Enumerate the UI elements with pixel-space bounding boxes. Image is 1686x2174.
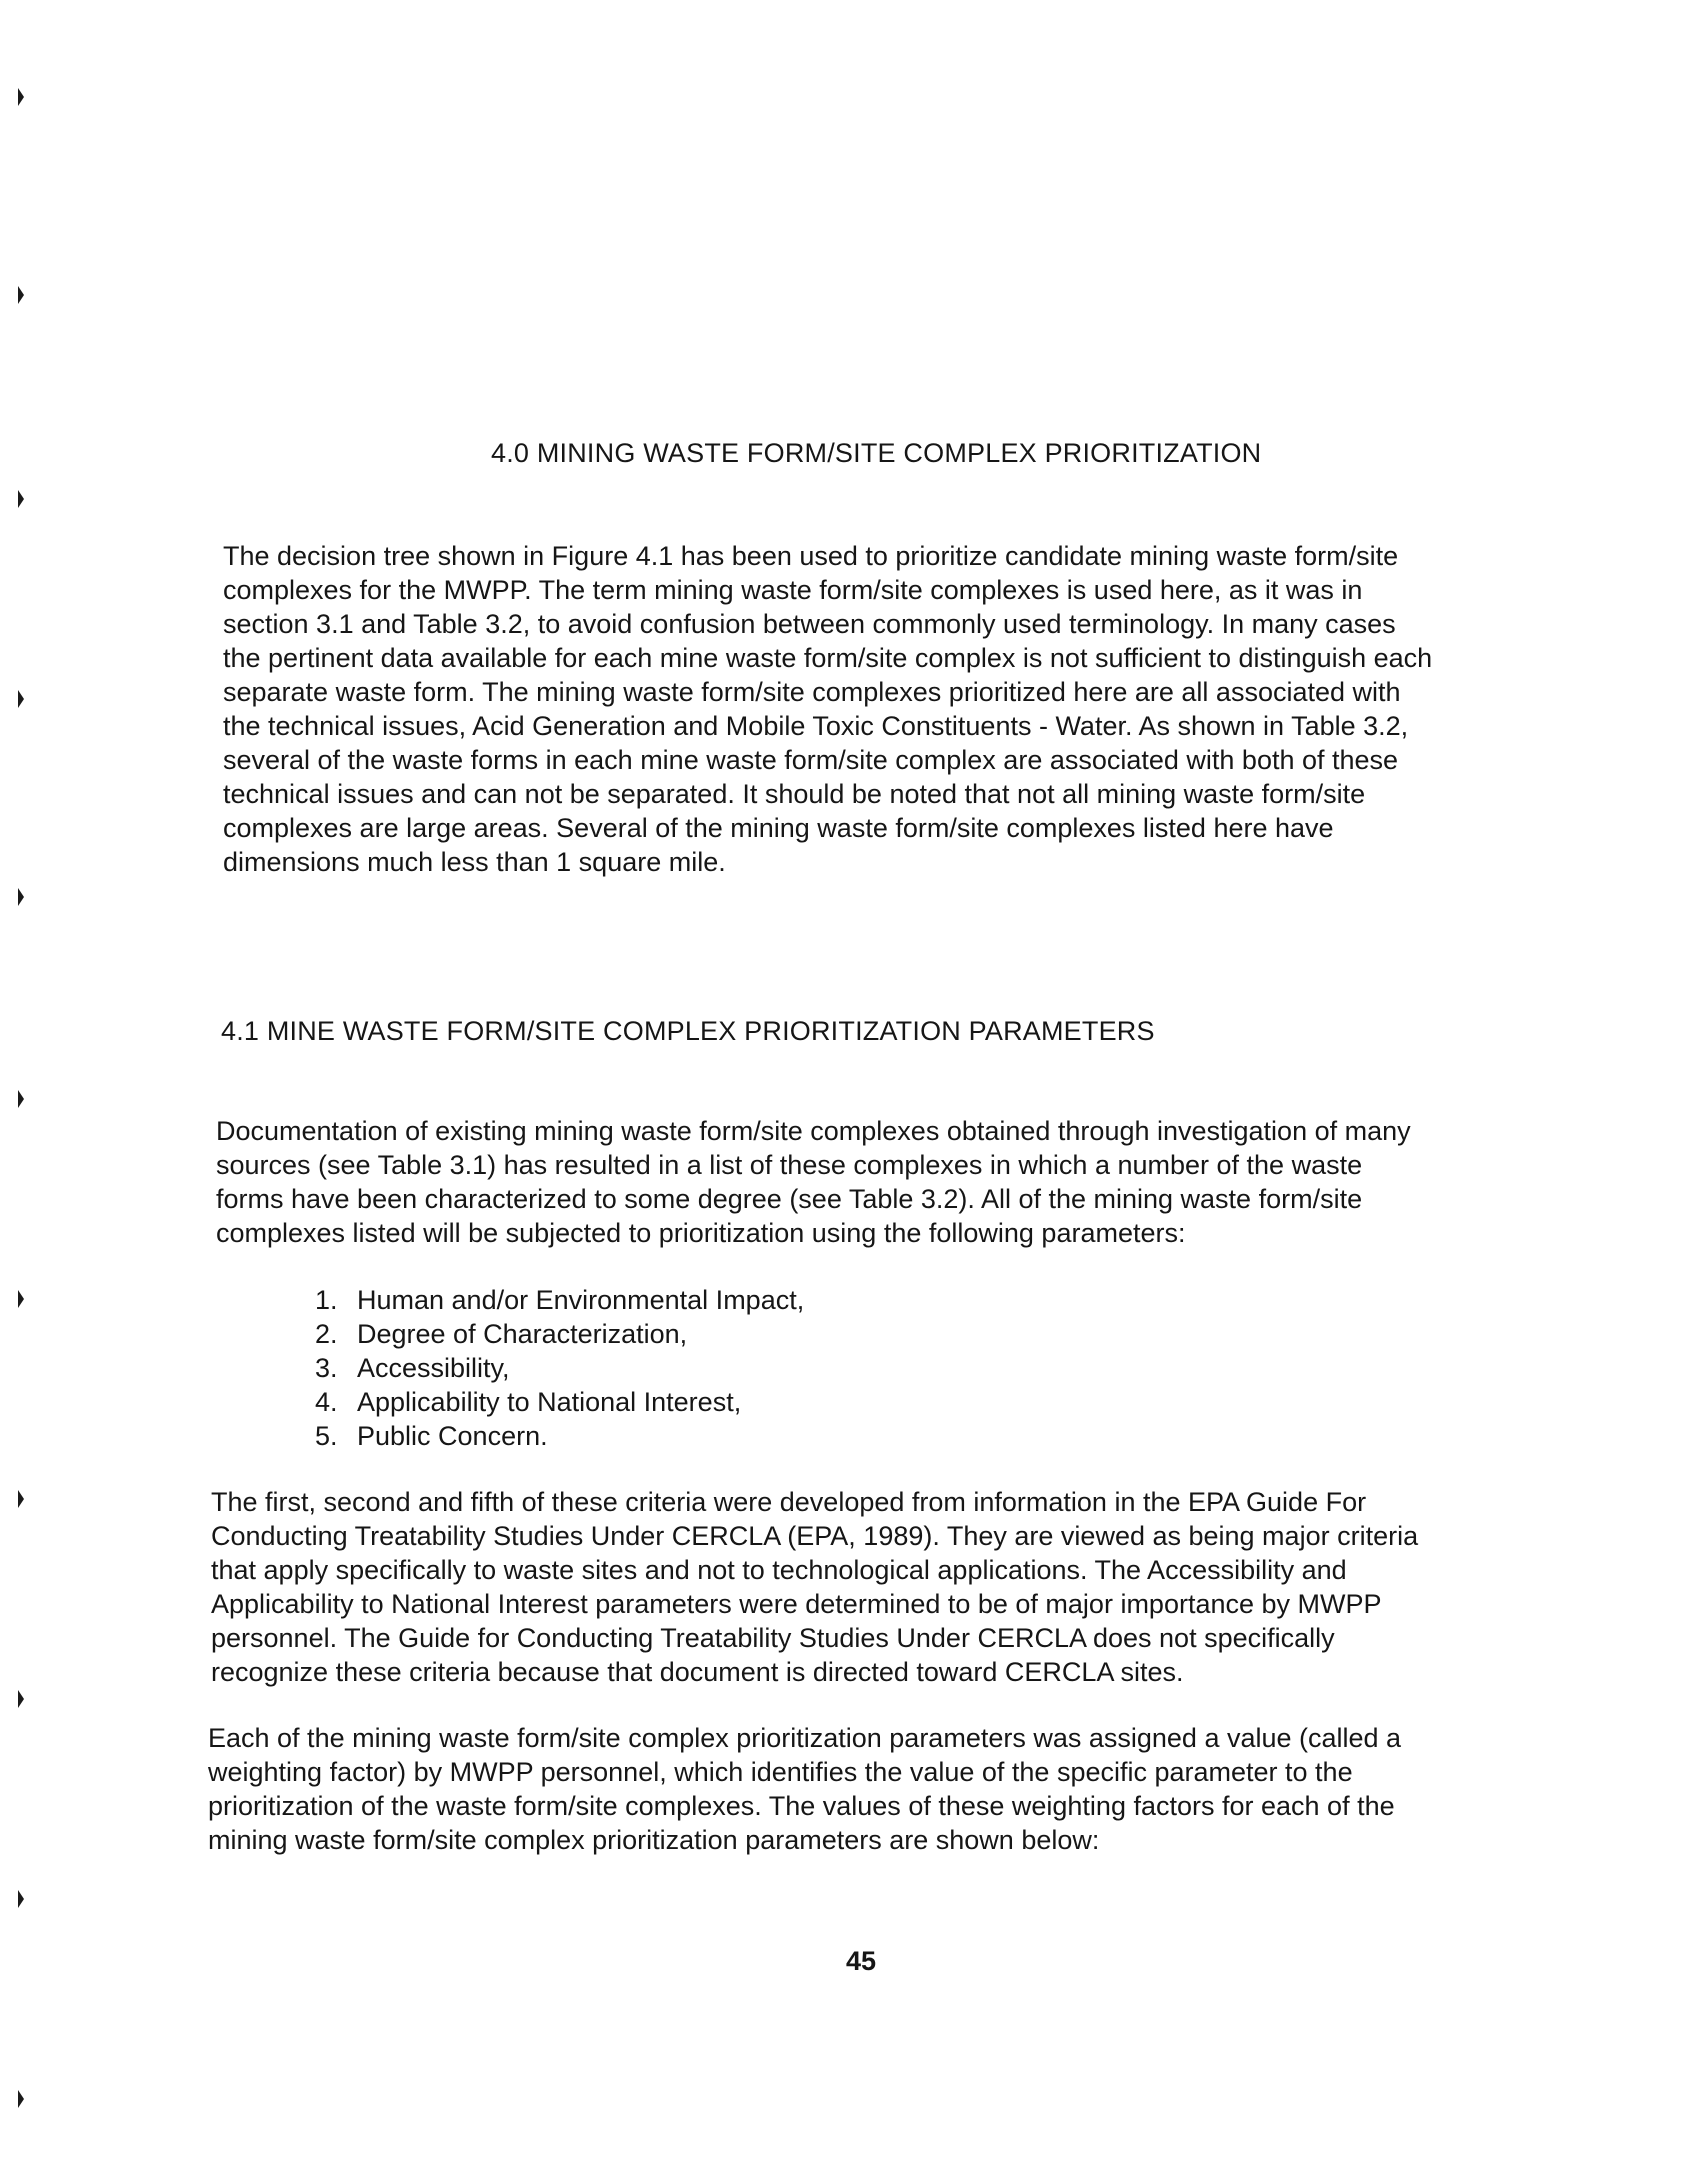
paragraph-line: forms have been characterized to some degree (see Table 3.2). All of the mining waste form/site — [216, 1184, 1363, 1214]
binder-punch-mark — [18, 2090, 24, 2108]
paragraph-line: complexes are large areas. Several of the mining waste form/site complexes listed here have — [223, 813, 1334, 843]
binder-punch-mark — [18, 1890, 24, 1908]
paragraph-line: personnel. The Guide for Conducting Treatability Studies Under CERCLA does not specifically — [211, 1623, 1335, 1653]
list-item — [315, 1385, 804, 1419]
page-number: 45 — [846, 1946, 877, 1976]
paragraph-line: mining waste form/site complex prioritization parameters are shown below: — [208, 1825, 1100, 1855]
paragraph-line: the technical issues, Acid Generation and Mobile Toxic Constituents - Water. As shown in Table 3.2, — [223, 711, 1409, 741]
paragraph-line: several of the waste forms in each mine waste form/site complex are associated with both of these — [223, 745, 1399, 775]
paragraph-line: prioritization of the waste form/site complexes. The values of these weighting factors for each of the — [208, 1791, 1395, 1821]
list-item-text: Accessibility, — [357, 1353, 510, 1383]
list-item — [315, 1419, 804, 1453]
binder-punch-mark — [18, 286, 24, 304]
paragraph-line: that apply specifically to waste sites and not to technological applications. The Accessibility and — [211, 1555, 1347, 1585]
list-item-number: 1. — [315, 1285, 338, 1315]
list-item — [315, 1317, 804, 1351]
list-item-number: 2. — [315, 1319, 338, 1349]
binder-punch-mark — [18, 1090, 24, 1108]
paragraph-line: recognize these criteria because that document is directed toward CERCLA sites. — [211, 1657, 1184, 1687]
section-4-0-paragraph — [223, 539, 1432, 879]
paragraph-line: Conducting Treatability Studies Under CERCLA (EPA, 1989). They are viewed as being major criteria — [211, 1521, 1419, 1551]
prioritization-parameters-list — [315, 1283, 804, 1453]
list-item-number: 4. — [315, 1387, 338, 1417]
section-4-1-paragraph-2 — [211, 1485, 1418, 1689]
list-item-text: Degree of Characterization, — [357, 1319, 688, 1349]
paragraph-line: complexes for the MWPP. The term mining waste form/site complexes is used here, as it was in — [223, 575, 1363, 605]
paragraph-line: Documentation of existing mining waste form/site complexes obtained through investigation of many — [216, 1116, 1411, 1146]
binder-punch-mark — [18, 1690, 24, 1708]
list-item — [315, 1351, 804, 1385]
section-4-1-paragraph-1 — [216, 1114, 1411, 1250]
list-item — [315, 1283, 804, 1317]
list-item-number: 5. — [315, 1421, 338, 1451]
paragraph-line: Each of the mining waste form/site complex prioritization parameters was assigned a value (called a — [208, 1723, 1402, 1753]
paragraph-line: separate waste form. The mining waste form/site complexes prioritized here are all associated with — [223, 677, 1401, 707]
paragraph-line: The decision tree shown in Figure 4.1 has been used to prioritize candidate mining waste form/site — [223, 541, 1399, 571]
list-item-text: Human and/or Environmental Impact, — [357, 1285, 805, 1315]
paragraph-line: technical issues and can not be separated. It should be noted that not all mining waste form/site — [223, 779, 1366, 809]
binder-punch-mark — [18, 1490, 24, 1508]
paragraph-line: Applicability to National Interest parameters were determined to be of major importance by MWPP — [211, 1589, 1382, 1619]
paragraph-line: the pertinent data available for each mine waste form/site complex is not sufficient to distinguish each — [223, 643, 1433, 673]
list-item-text: Public Concern. — [357, 1421, 548, 1451]
list-item-text: Applicability to National Interest, — [357, 1387, 742, 1417]
paragraph-line: section 3.1 and Table 3.2, to avoid confusion between commonly used terminology. In many cases — [223, 609, 1396, 639]
section-4-0-heading: 4.0 MINING WASTE FORM/SITE COMPLEX PRIORITIZATION — [491, 438, 1262, 468]
paragraph-line: sources (see Table 3.1) has resulted in a list of these complexes in which a number of the waste — [216, 1150, 1363, 1180]
paragraph-line: dimensions much less than 1 square mile. — [223, 847, 726, 877]
section-4-1-heading: 4.1 MINE WASTE FORM/SITE COMPLEX PRIORITIZATION PARAMETERS — [221, 1016, 1155, 1046]
paragraph-line: complexes listed will be subjected to prioritization using the following parameters: — [216, 1218, 1186, 1248]
binder-punch-mark — [18, 888, 24, 906]
section-4-1-paragraph-3 — [208, 1721, 1401, 1857]
list-item-number: 3. — [315, 1353, 338, 1383]
paragraph-line: The first, second and fifth of these criteria were developed from information in the EPA Guide For — [211, 1487, 1367, 1517]
binder-punch-mark — [18, 690, 24, 708]
binder-punch-mark — [18, 1290, 24, 1308]
paragraph-line: weighting factor) by MWPP personnel, which identifies the value of the specific parameter to the — [208, 1757, 1353, 1787]
binder-punch-mark — [18, 88, 24, 106]
binder-punch-mark — [18, 490, 24, 508]
